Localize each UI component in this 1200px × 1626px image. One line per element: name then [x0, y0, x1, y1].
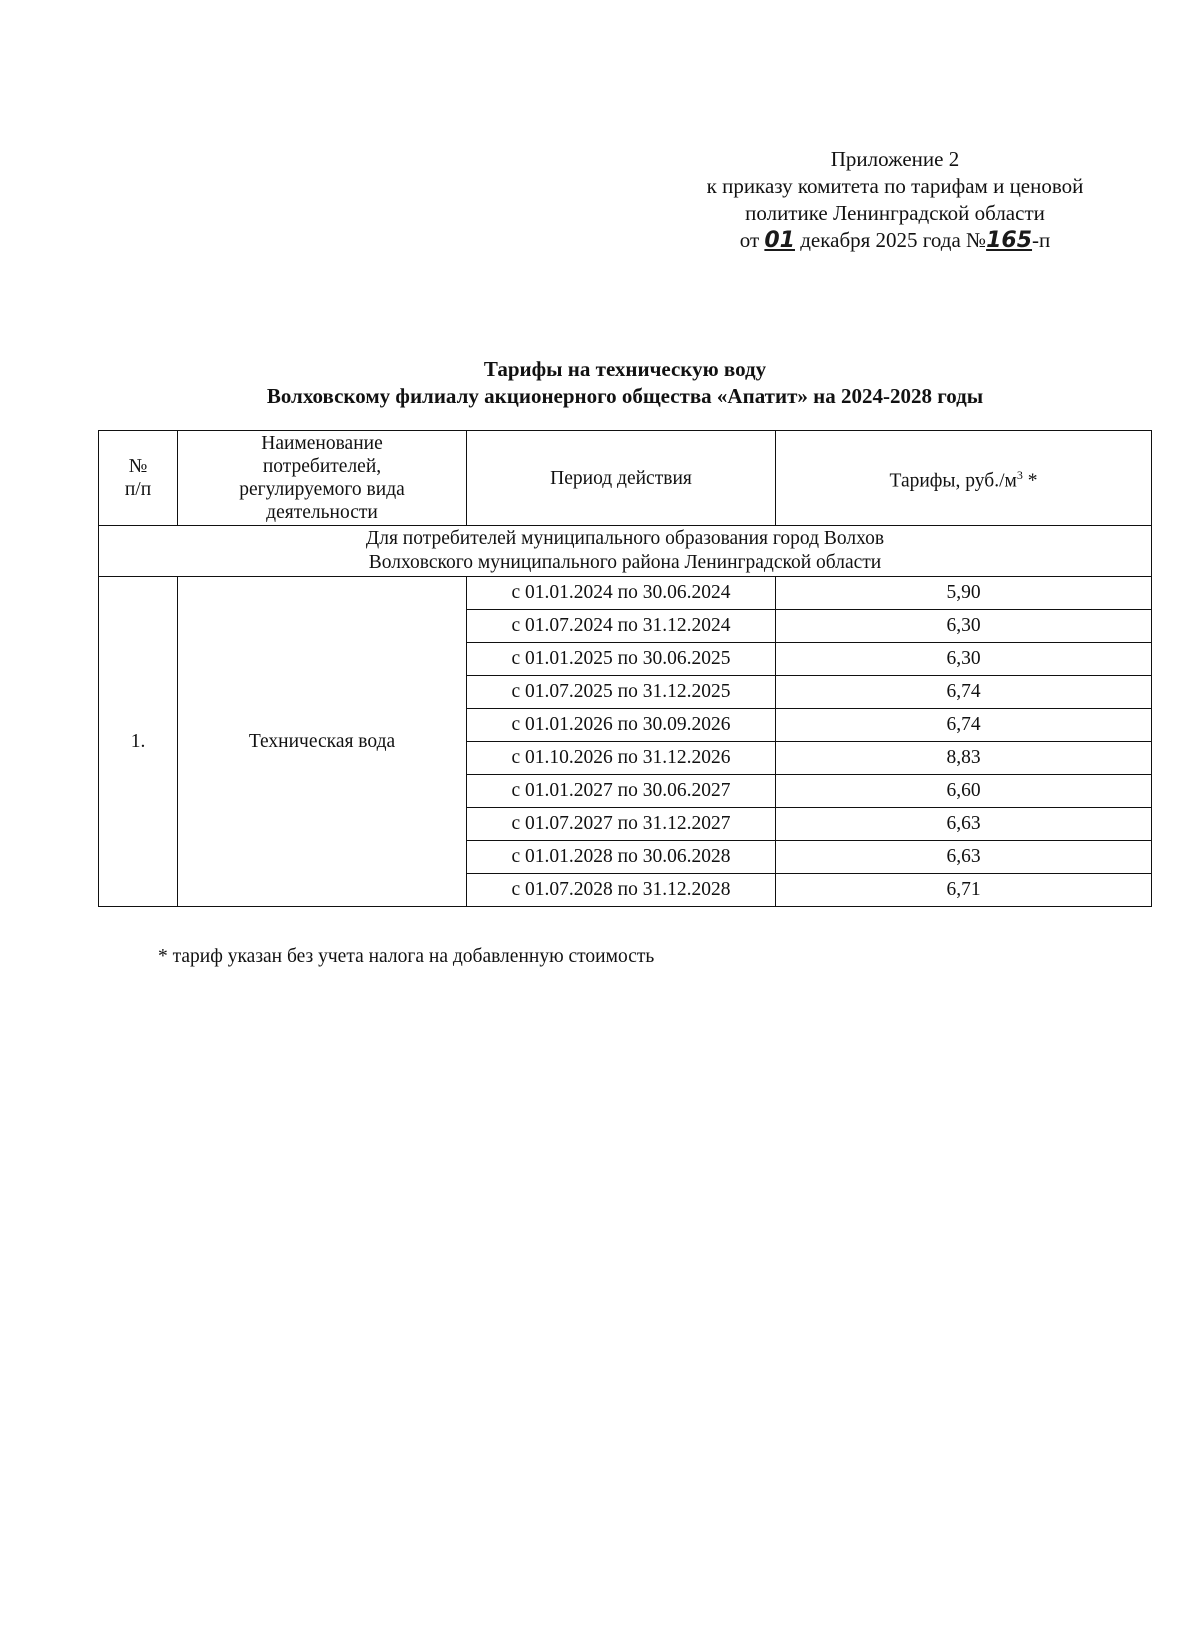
appendix-line-2: к приказу комитета по тарифам и ценовой: [706, 174, 1084, 198]
tariff-cell: 8,83: [776, 742, 1152, 775]
header-name-line-4: деятельности: [266, 502, 378, 523]
row-name: Техническая вода: [178, 577, 467, 907]
footnote: * тариф указан без учета налога на добавленную стоимость: [158, 946, 655, 967]
header-tariff-mark: *: [1022, 470, 1038, 492]
header-period: Период действия: [467, 431, 776, 526]
title-line-1: Тарифы на техническую воду: [483, 357, 767, 381]
handwritten-number: 165: [986, 228, 1033, 253]
tariff-cell: 6,63: [776, 808, 1152, 841]
tariff-table: [98, 430, 1152, 907]
header-name: [178, 431, 467, 526]
tariff-cell: 6,60: [776, 775, 1152, 808]
period-cell: с 01.01.2026 по 30.09.2026: [467, 709, 776, 742]
period-cell: с 01.07.2028 по 31.12.2028: [467, 874, 776, 907]
number-suffix: -п: [1032, 228, 1051, 252]
header-number-line-1: №: [128, 456, 148, 477]
row-number: 1.: [99, 577, 178, 907]
title-line-2: Волховскому филиалу акционерного общества «Апатит» на 2024-2028 годы: [266, 384, 984, 408]
period-cell: с 01.07.2024 по 31.12.2024: [467, 610, 776, 643]
tariff-cell: 6,74: [776, 676, 1152, 709]
appendix-line-3: политике Ленинградской области: [745, 201, 1045, 225]
period-cell: с 01.10.2026 по 31.12.2026: [467, 742, 776, 775]
table-row: [99, 577, 1152, 610]
consumer-group-row: [99, 526, 1152, 577]
header-row: [99, 431, 1152, 526]
period-cell: с 01.01.2024 по 30.06.2024: [467, 577, 776, 610]
header-name-line-2: потребителей,: [262, 456, 382, 477]
tariff-cell: 5,90: [776, 577, 1152, 610]
period-cell: с 01.07.2025 по 31.12.2025: [467, 676, 776, 709]
header-tariff: [776, 431, 1152, 526]
group-line-2: Волховского муниципального района Ленинградской области: [368, 552, 882, 573]
appendix-date-line: [660, 227, 1130, 254]
appendix-line-1: Приложение 2: [830, 147, 960, 171]
header-tariff-label: Тарифы, руб./м: [889, 470, 1017, 492]
appendix-header: [660, 146, 1130, 254]
tariff-cell: 6,63: [776, 841, 1152, 874]
tariff-cell: 6,74: [776, 709, 1152, 742]
period-cell: с 01.01.2027 по 30.06.2027: [467, 775, 776, 808]
header-number-line-2: п/п: [124, 479, 152, 500]
header-name-line-3: регулируемого вида: [239, 479, 405, 500]
period-cell: с 01.07.2027 по 31.12.2027: [467, 808, 776, 841]
period-cell: с 01.01.2028 по 30.06.2028: [467, 841, 776, 874]
tariff-cell: 6,71: [776, 874, 1152, 907]
date-middle: декабря 2025 года №: [800, 228, 987, 252]
header-name-line-1: Наименование: [261, 433, 383, 454]
header-tariff-sup: 3: [1016, 467, 1023, 482]
document-title: [100, 356, 1150, 410]
tariff-rows: [99, 577, 1152, 907]
tariff-cell: 6,30: [776, 610, 1152, 643]
period-cell: с 01.01.2025 по 30.06.2025: [467, 643, 776, 676]
date-prefix: от: [739, 228, 760, 252]
handwritten-day: 01: [764, 228, 795, 253]
consumer-group-cell: [99, 526, 1152, 577]
header-number: [99, 431, 178, 526]
group-line-1: Для потребителей муниципального образования город Волхов: [365, 528, 885, 549]
tariff-cell: 6,30: [776, 643, 1152, 676]
